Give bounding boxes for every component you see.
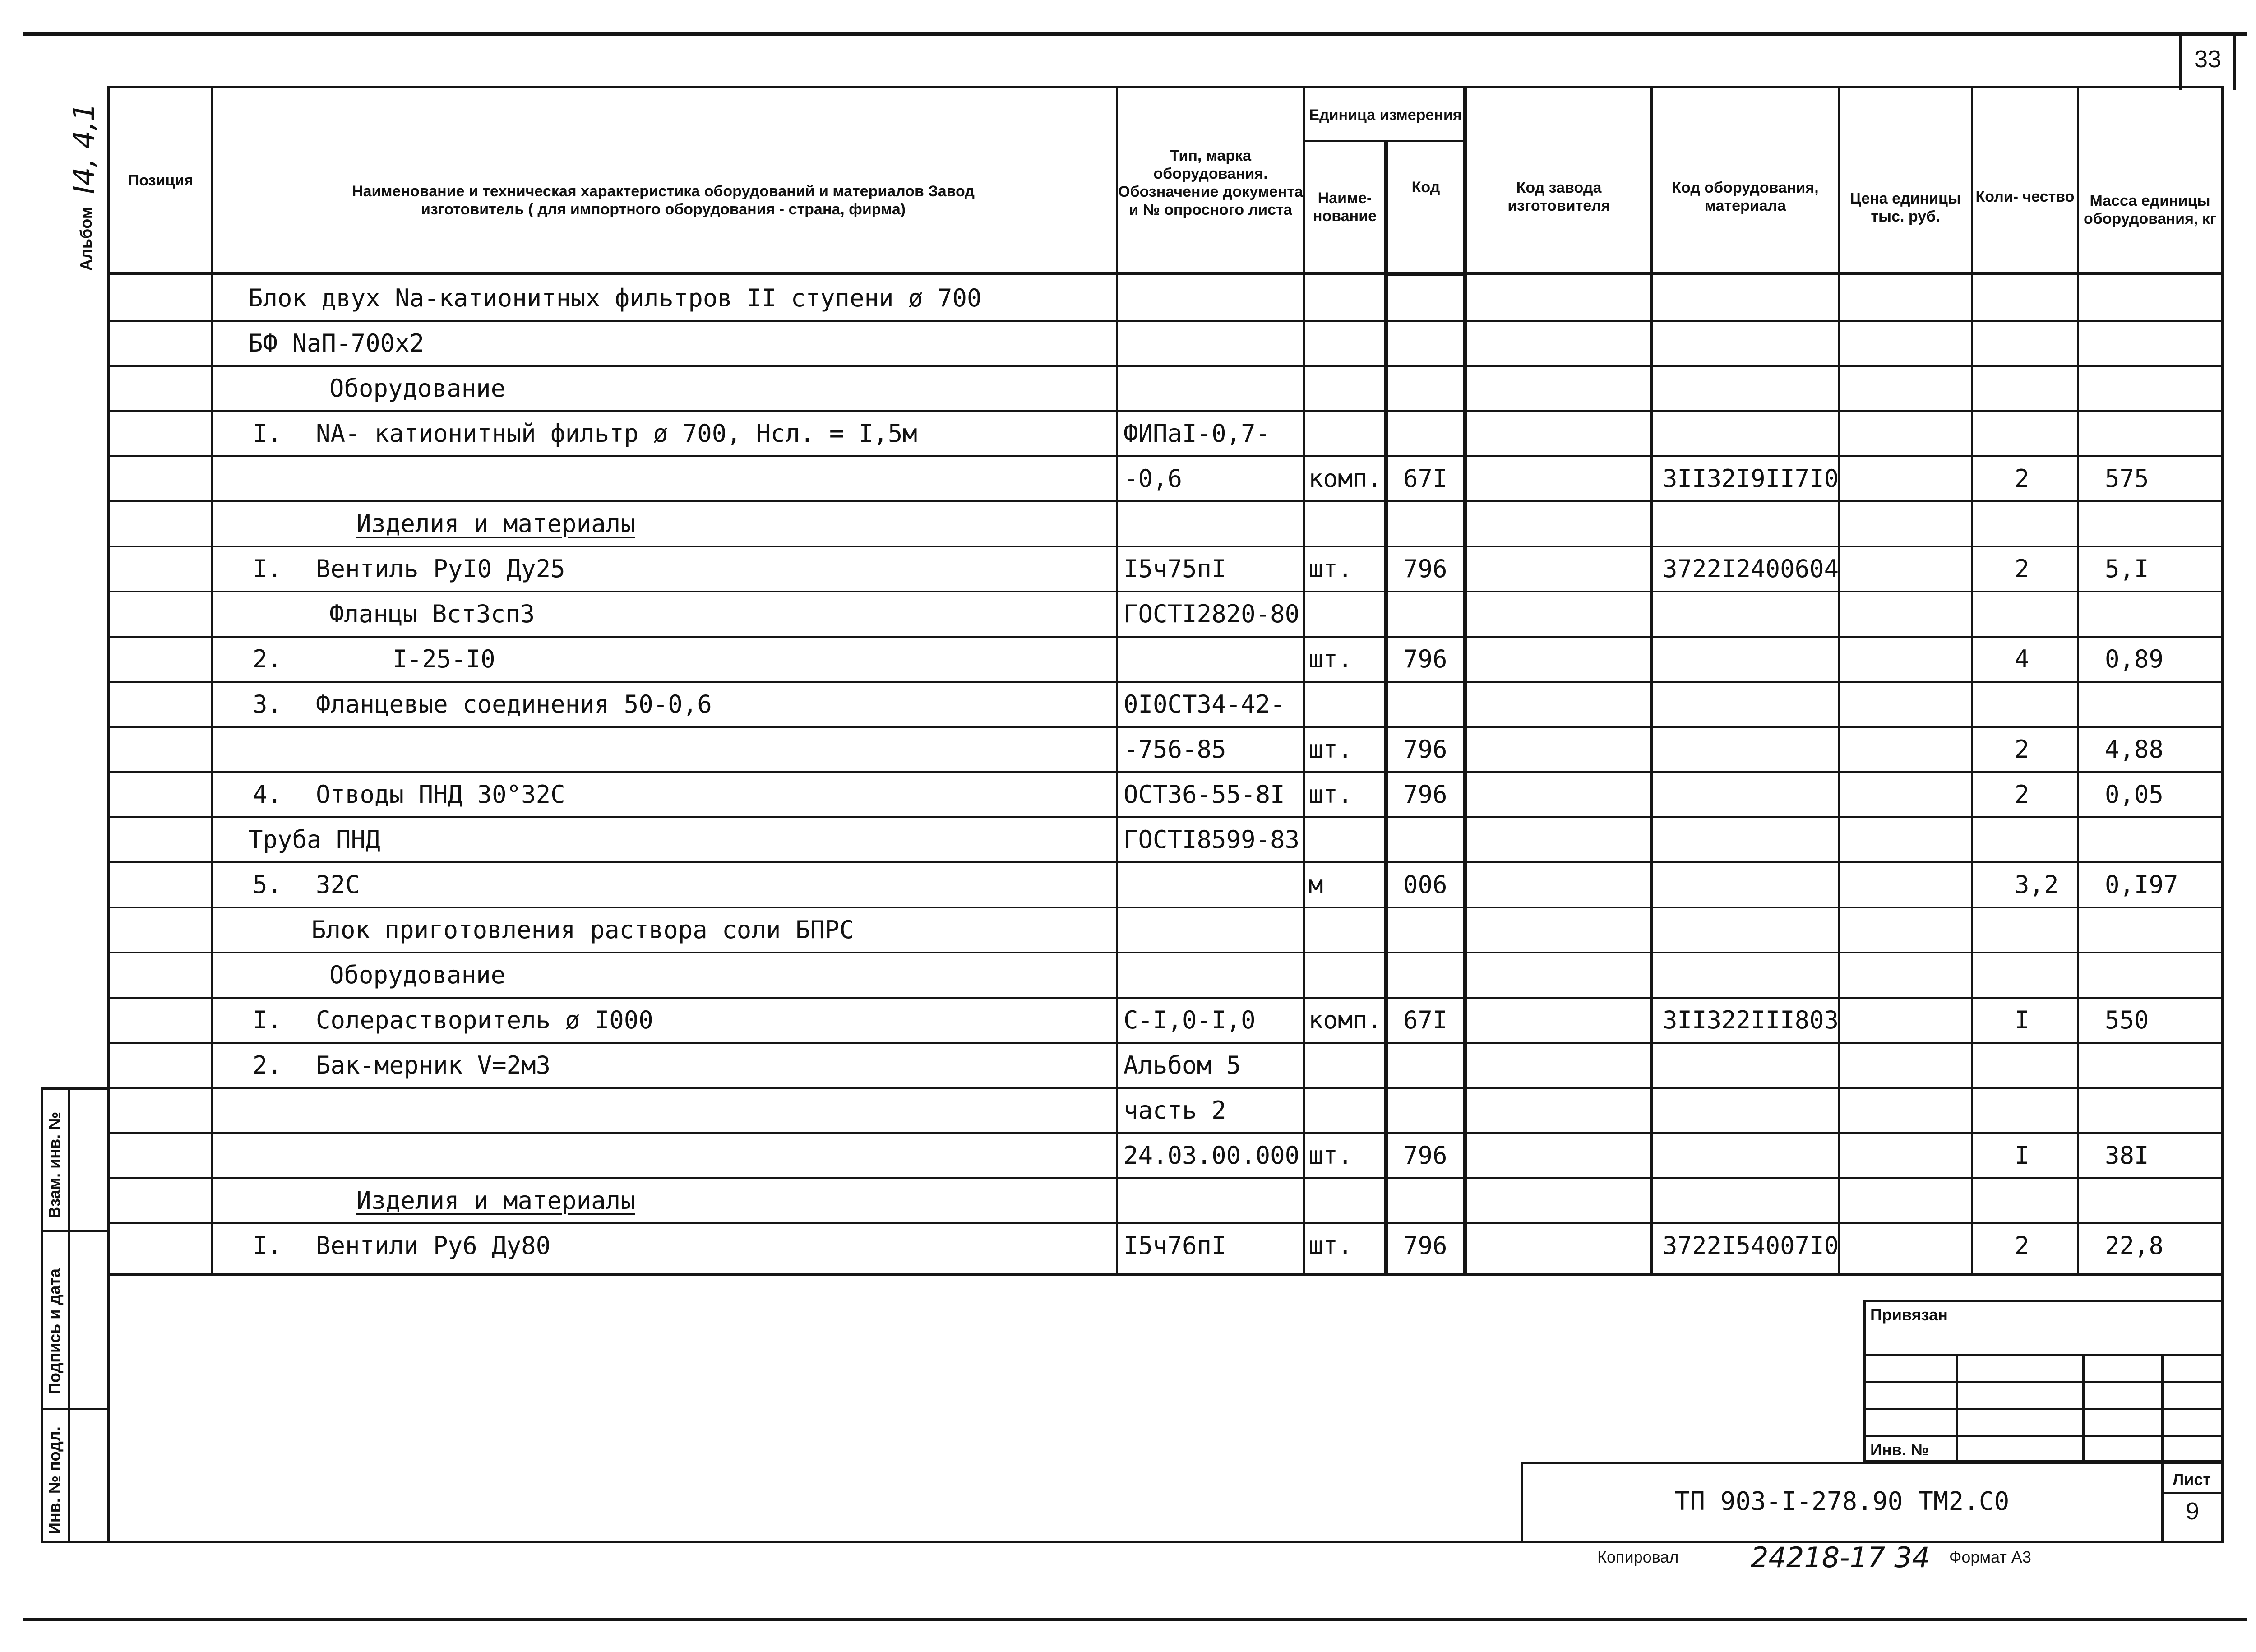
row-position: 5. <box>253 870 282 899</box>
row-position: I. <box>253 555 282 583</box>
row-type: часть 2 <box>1123 1096 1226 1124</box>
stamp-vzam: Взам. инв. № <box>45 1111 64 1218</box>
document-code: ТП 903-I-278.90 ТМ2.С0 <box>1674 1487 2010 1516</box>
row-unit-name: шт. <box>1308 780 1353 809</box>
footer-handwritten: 24218-17 34 <box>1751 1541 1930 1574</box>
privyazan-label: Привязан <box>1870 1305 1948 1324</box>
row-quantity: 2 <box>2015 735 2029 764</box>
row-unit-name: м <box>1308 870 1323 899</box>
row-unit-code: 796 <box>1403 1141 1447 1170</box>
row-unit-code: 006 <box>1403 870 1447 899</box>
row-unit-name: шт. <box>1308 1231 1353 1260</box>
row-unit-code: 796 <box>1403 555 1447 583</box>
row-unit-code: 796 <box>1403 645 1447 673</box>
row-mass: 22,8 <box>2105 1231 2164 1260</box>
row-quantity: 2 <box>2015 464 2029 493</box>
row-unit-name: комп. <box>1308 1006 1382 1034</box>
row-name: Блок приготовления раствора соли БПРС <box>311 916 854 944</box>
row-quantity: 2 <box>2015 1231 2029 1260</box>
row-type: I5ч75пI <box>1123 555 1226 583</box>
row-type: -756-85 <box>1123 735 1226 764</box>
album-label: Альбом <box>77 207 95 271</box>
row-mass: 0,I97 <box>2105 870 2178 899</box>
row-type: С-I,0-I,0 <box>1123 1006 1256 1034</box>
header-position: Позиция <box>128 171 194 189</box>
header-type: Тип, марка оборудования. Обозначение документа и № опросного листа <box>1118 147 1303 218</box>
row-unit-name: шт. <box>1308 645 1353 673</box>
list-label: Лист <box>2173 1470 2211 1489</box>
row-type: ОСТ36-55-8I <box>1123 780 1285 809</box>
header-equip-code: Код оборудования, материала <box>1672 179 1819 214</box>
row-name: Оборудование <box>329 374 506 403</box>
row-mass: 38I <box>2105 1141 2149 1170</box>
row-quantity: 4 <box>2015 645 2029 673</box>
row-position: I. <box>253 419 282 448</box>
row-mass: 5,I <box>2105 555 2149 583</box>
row-position: 4. <box>253 780 282 809</box>
row-type: 24.03.00.000 <box>1123 1141 1300 1170</box>
header-name: Наименование и техническая характеристика оборудований и материалов Завод изготовитель ( для импортного оборудования - страна, фирма) <box>352 182 975 218</box>
row-unit-name: шт. <box>1308 1141 1353 1170</box>
row-mass: 4,88 <box>2105 735 2164 764</box>
stamp-podpis: Подпись и дата <box>45 1268 64 1394</box>
row-name: Оборудование <box>329 961 506 989</box>
row-position: 2. <box>253 645 282 673</box>
row-unit-code: 796 <box>1403 735 1447 764</box>
row-mass: 0,05 <box>2105 780 2164 809</box>
header-price: Цена единицы тыс. руб. <box>1850 190 1961 225</box>
row-position: 3. <box>253 690 282 718</box>
row-name: Изделия и материалы <box>356 1186 635 1215</box>
bottom-border-line <box>23 1618 2247 1621</box>
header-unit-name: Наиме- нование <box>1313 190 1377 225</box>
row-name: Блок двух Nа-катионитных фильтров II ступени ø 700 <box>248 284 982 312</box>
row-name: 32С <box>316 870 360 899</box>
row-type: Альбом 5 <box>1123 1051 1241 1079</box>
row-type: 0I0СТ34-42- <box>1123 690 1285 718</box>
row-name: I-25-I0 <box>393 645 495 673</box>
row-name: NA- катионитный фильтр ø 700, Нсл. = I,5м <box>316 419 917 448</box>
row-quantity: 2 <box>2015 555 2029 583</box>
sheet-number: 33 <box>2194 46 2222 73</box>
stamp-inv: Инв. № подл. <box>45 1426 64 1534</box>
row-name: Вентиль РуI0 Ду25 <box>316 555 565 583</box>
row-unit-name: шт. <box>1308 555 1353 583</box>
row-name: Отводы ПНД 30°32С <box>316 780 565 809</box>
row-type: ФИПаI-0,7- <box>1123 419 1271 448</box>
format-label: Формат А3 <box>1949 1548 2031 1566</box>
row-unit-code: 796 <box>1403 1231 1447 1260</box>
header-unit-group: Единица измерения <box>1309 106 1462 124</box>
top-border-line <box>23 32 2247 36</box>
row-name: Труба ПНД <box>248 825 380 854</box>
row-equip-code: 3II322III803 <box>1663 1006 1839 1034</box>
row-equip-code: 3722I54007I0 <box>1663 1231 1839 1260</box>
row-position: I. <box>253 1006 282 1034</box>
row-equip-code: 3II32I9II7I0 <box>1663 464 1839 493</box>
row-mass: 575 <box>2105 464 2149 493</box>
row-type: -0,6 <box>1123 464 1183 493</box>
row-unit-code: 67I <box>1403 464 1447 493</box>
row-name: Бак-мерник V=2м3 <box>316 1051 551 1079</box>
header-qty: Коли- чество <box>1975 188 2075 205</box>
album-handwritten: I4, 4,1 <box>68 102 101 194</box>
row-position: I. <box>253 1231 282 1260</box>
row-unit-code: 796 <box>1403 780 1447 809</box>
row-name: Изделия и материалы <box>356 509 635 538</box>
row-quantity: 2 <box>2015 780 2029 809</box>
row-name: Вентили Ру6 Ду80 <box>316 1231 551 1260</box>
header-plant-code: Код завода изготовителя <box>1507 179 1610 214</box>
header-mass: Масса единицы оборудования, кг <box>2084 192 2216 227</box>
inv-no-label: Инв. № <box>1870 1440 1929 1459</box>
row-name: Фланцы ВстЗсп3 <box>329 600 535 628</box>
row-mass: 0,89 <box>2105 645 2164 673</box>
list-number: 9 <box>2185 1498 2200 1525</box>
row-position: 2. <box>253 1051 282 1079</box>
row-quantity: I <box>2015 1006 2029 1034</box>
row-equip-code: 3722I2400604 <box>1663 555 1839 583</box>
row-unit-code: 67I <box>1403 1006 1447 1034</box>
row-name: Солерастворитель ø I000 <box>316 1006 653 1034</box>
kopiroval-label: Копировал <box>1597 1548 1679 1566</box>
header-unit-code: Код <box>1411 179 1440 196</box>
row-type: ГОСТI8599-83 <box>1123 825 1300 854</box>
row-name: БФ NаП-700х2 <box>248 329 425 357</box>
row-type: I5ч76пI <box>1123 1231 1226 1260</box>
row-unit-name: шт. <box>1308 735 1353 764</box>
row-mass: 550 <box>2105 1006 2149 1034</box>
row-type: ГОСТI2820-80 <box>1123 600 1300 628</box>
row-quantity: 3,2 <box>2015 870 2059 899</box>
row-name: Фланцевые соединения 50-0,6 <box>316 690 712 718</box>
row-unit-name: комп. <box>1308 464 1382 493</box>
row-quantity: I <box>2015 1141 2029 1170</box>
